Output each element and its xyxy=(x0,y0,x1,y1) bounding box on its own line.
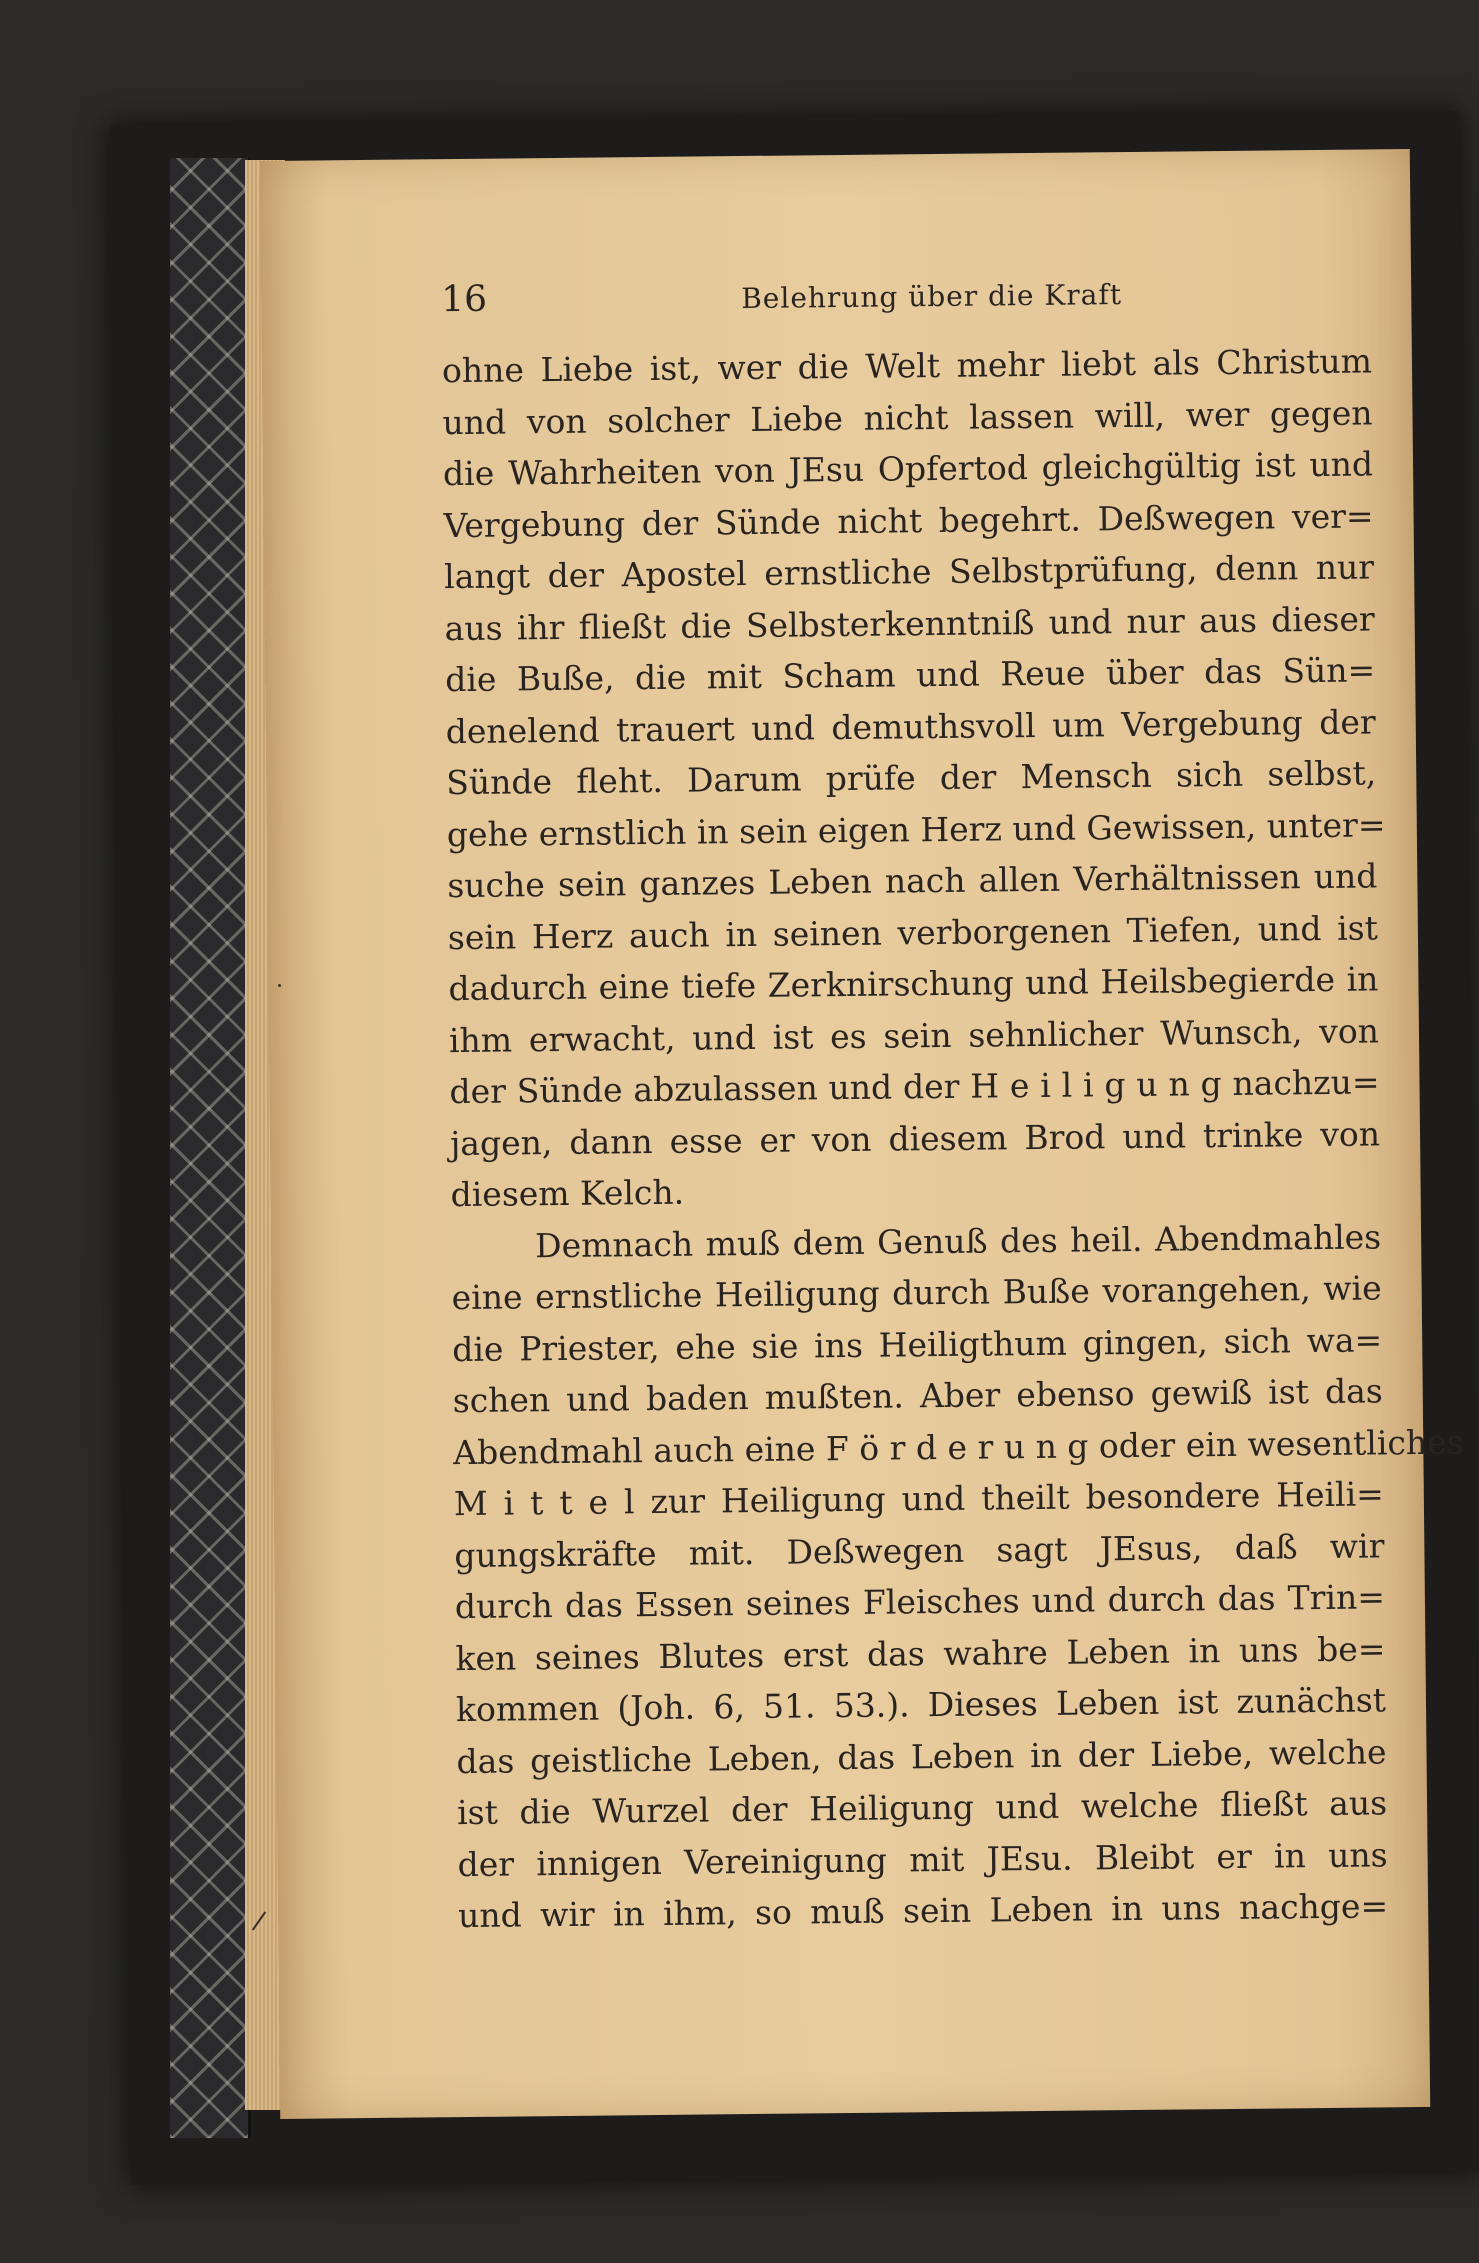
text-line: suche sein ganzes Leben nach allen Verhältnissen und xyxy=(447,856,1378,906)
text-line: jagen, dann esse er von diesem Brod und trinke von xyxy=(449,1113,1381,1163)
page-number: 16 xyxy=(441,278,488,321)
text-line: Abendmahl auch eine F ö r d e r u n g oder ein wesentliches xyxy=(453,1422,1464,1472)
text-line: die Priester, ehe sie ins Heiligthum gingen, sich wa= xyxy=(452,1319,1383,1369)
body-text xyxy=(441,335,1464,1941)
text-line: eine ernstliche Heiligung durch Buße vorangehen, wie xyxy=(451,1268,1382,1318)
text-line: ohne Liebe ist, wer die Welt mehr liebt als Christum xyxy=(441,341,1373,391)
book-spine-pattern xyxy=(170,158,251,2138)
text-line: ist die Wurzel der Heiligung und welche fließt aus xyxy=(456,1783,1388,1833)
running-head: Belehrung über die Kraft xyxy=(741,278,1123,316)
text-line-paragraph-start: Demnach muß dem Genuß des heil. Abendmahles xyxy=(534,1216,1382,1265)
text-line: der innigen Vereinigung mit JEsu. Bleibt er in uns xyxy=(457,1834,1388,1884)
ink-dot xyxy=(278,984,281,987)
text-line: die Wahrheiten von JEsu Opfertod gleichgültig ist und xyxy=(442,444,1374,494)
text-line: der Sünde abzulassen und der H e i l i g u n g nachzu= xyxy=(449,1062,1380,1112)
text-line: und wir in ihm, so muß sein Leben in uns nachge= xyxy=(457,1886,1389,1936)
text-line: das geistliche Leben, das Leben in der Liebe, welche xyxy=(456,1731,1387,1781)
text-line: durch das Essen seines Fleisches und durch das Trin= xyxy=(454,1577,1386,1627)
text-line: aus ihr fließt die Selbsterkenntniß und nur aus dieser xyxy=(444,598,1375,648)
text-line: gungskräfte mit. Deßwegen sagt JEsus, daß wir xyxy=(454,1525,1385,1575)
book-page xyxy=(260,149,1464,2119)
text-line: sein Herz auch in seinen verborgenen Tiefen, und ist xyxy=(447,907,1379,957)
text-line: M i t t e l zur Heiligung und theilt besondere Heili= xyxy=(453,1474,1385,1524)
text-line: langt der Apostel ernstliche Selbstprüfung, denn nur xyxy=(443,547,1375,597)
text-line: ken seines Blutes erst das wahre Leben in uns be= xyxy=(455,1628,1386,1678)
text-line: gehe ernstlich in sein eigen Herz und Gewissen, unter= xyxy=(446,804,1386,854)
text-line: und von solcher Liebe nicht lassen will, wer gegen xyxy=(442,392,1373,442)
text-line: ihm erwacht, und ist es sein sehnlicher Wunsch, von xyxy=(448,1010,1380,1060)
text-line: denelend trauert und demuthsvoll um Vergebung der xyxy=(445,701,1376,751)
text-line: dadurch eine tiefe Zerknirschung und Heilsbegierde in xyxy=(448,959,1379,1009)
text-line: kommen (Joh. 6, 51. 53.). Dieses Leben ist zunächst xyxy=(455,1680,1387,1730)
text-line: Vergebung der Sünde nicht begehrt. Deßwegen ver= xyxy=(443,495,1374,545)
text-line: schen und baden mußten. Aber ebenso gewiß ist das xyxy=(452,1371,1383,1421)
text-line: die Buße, die mit Scham und Reue über das Sün= xyxy=(445,650,1376,700)
page-header xyxy=(441,270,1342,339)
text-line-paragraph-end: diesem Kelch. xyxy=(450,1172,685,1215)
text-line: Sünde fleht. Darum prüfe der Mensch sich selbst, xyxy=(446,753,1377,803)
